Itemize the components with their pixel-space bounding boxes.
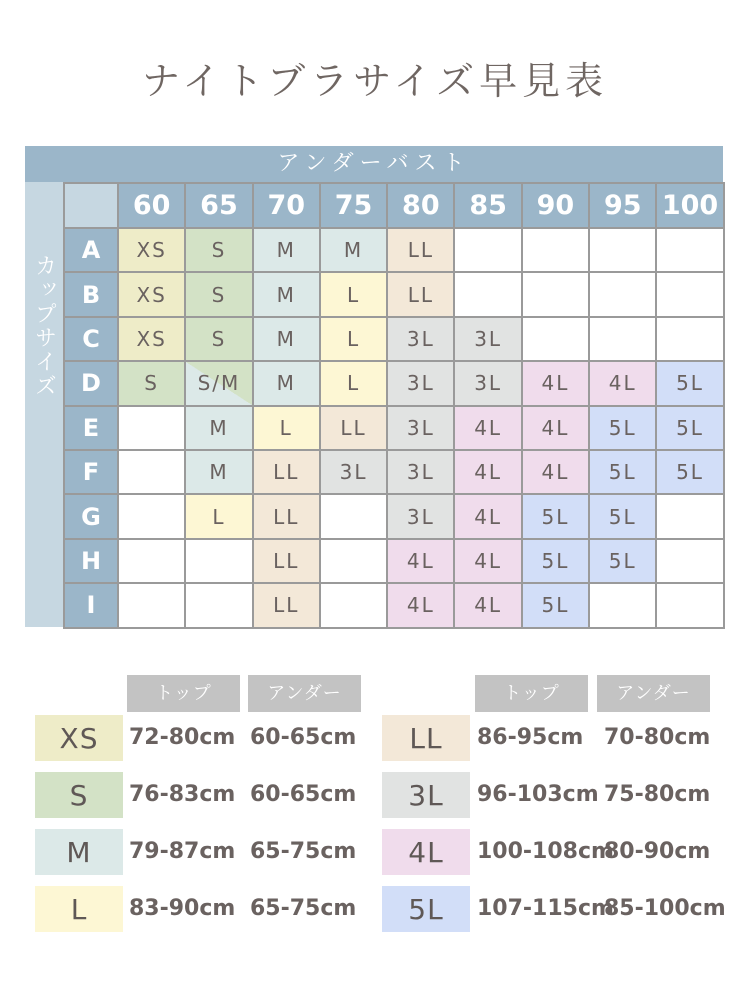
empty-cell [119,407,186,451]
empty-cell [590,229,657,273]
size-cell: LL [388,229,455,273]
empty-cell [321,540,388,584]
size-cell: 4L [388,584,455,628]
underbust-header: アンダーバスト [25,146,723,182]
size-cell: L [321,318,388,362]
legend-swatch-4L: 4L [382,829,470,875]
size-cell: S [119,362,186,406]
empty-cell [590,318,657,362]
size-cell: 4L [523,362,590,406]
empty-cell [321,584,388,628]
size-cell: M [254,229,321,273]
band-header-75: 75 [321,184,388,229]
legend-top-range: 100-108cm [477,839,614,864]
legend-swatch-XS: XS [35,715,123,761]
legend-top-range: 72-80cm [129,725,236,750]
legend-swatch-L: L [35,886,123,932]
band-header-70: 70 [254,184,321,229]
empty-cell [455,229,522,273]
legend-under-header: アンダー [597,675,710,712]
empty-cell [657,495,724,539]
size-cell: XS [119,229,186,273]
band-header-80: 80 [388,184,455,229]
size-cell: 5L [523,495,590,539]
size-cell: XS [119,318,186,362]
legend-under-header: アンダー [248,675,361,712]
size-cell: S [186,229,253,273]
empty-cell [455,273,522,317]
empty-cell [657,540,724,584]
size-cell: XS [119,273,186,317]
cup-header-F: F [65,451,119,495]
size-cell: 4L [590,362,657,406]
empty-cell [657,318,724,362]
size-cell: LL [254,540,321,584]
size-cell: 4L [455,407,522,451]
size-cell: M [254,318,321,362]
empty-cell [119,495,186,539]
size-grid [63,182,725,629]
size-cell: 3L [321,451,388,495]
size-cell: 5L [590,407,657,451]
empty-cell [590,273,657,317]
size-cell: M [186,451,253,495]
cup-header-G: G [65,495,119,539]
size-cell: 4L [455,540,522,584]
legend-under-range: 70-80cm [604,725,711,750]
size-cell: S [186,318,253,362]
empty-cell [119,584,186,628]
size-cell: LL [388,273,455,317]
size-cell: M [254,362,321,406]
legend-swatch-LL: LL [382,715,470,761]
size-cell: L [254,407,321,451]
size-cell: 3L [388,495,455,539]
cup-header-E: E [65,407,119,451]
size-cell: 5L [590,540,657,584]
band-header-90: 90 [523,184,590,229]
legend-under-range: 85-100cm [604,896,726,921]
size-cell: 4L [523,451,590,495]
size-cell: 5L [523,540,590,584]
legend-swatch-3L: 3L [382,772,470,818]
legend-under-range: 75-80cm [604,782,711,807]
empty-cell [590,584,657,628]
cup-header-A: A [65,229,119,273]
legend-under-range: 60-65cm [250,782,357,807]
size-cell: L [321,362,388,406]
legend-under-range: 65-75cm [250,839,357,864]
legend-under-range: 60-65cm [250,725,357,750]
band-header-60: 60 [119,184,186,229]
legend-top-range: 76-83cm [129,782,236,807]
cup-header-H: H [65,540,119,584]
empty-cell [186,584,253,628]
size-cell: 4L [455,495,522,539]
size-cell: 3L [455,318,522,362]
empty-cell [119,451,186,495]
size-cell: 3L [388,362,455,406]
size-cell: L [186,495,253,539]
size-cell: 5L [657,362,724,406]
legend-under-range: 80-90cm [604,839,711,864]
size-cell: 4L [523,407,590,451]
size-cell: 4L [455,584,522,628]
size-cell: 5L [657,451,724,495]
band-header-65: 65 [186,184,253,229]
size-cell: 5L [590,451,657,495]
size-cell: 3L [388,318,455,362]
legend-top-range: 79-87cm [129,839,236,864]
cup-header-D: D [65,362,119,406]
size-cell: 4L [455,451,522,495]
empty-cell [119,540,186,584]
band-header-100: 100 [657,184,724,229]
size-cell: 5L [523,584,590,628]
legend-top-range: 83-90cm [129,896,236,921]
cup-header-C: C [65,318,119,362]
legend-swatch-S: S [35,772,123,818]
empty-cell [523,229,590,273]
empty-cell [523,273,590,317]
cup-header-I: I [65,584,119,628]
legend-under-range: 65-75cm [250,896,357,921]
size-cell: M [321,229,388,273]
empty-cell [657,273,724,317]
size-cell: 3L [455,362,522,406]
legend-top-header: トップ [475,675,588,712]
size-cell: LL [254,451,321,495]
legend-swatch-M: M [35,829,123,875]
size-cell: 3L [388,407,455,451]
size-cell: 3L [388,451,455,495]
grid-corner [65,184,119,229]
size-cell: LL [321,407,388,451]
empty-cell [321,495,388,539]
size-cell: 5L [590,495,657,539]
size-cell: S [186,273,253,317]
size-cell: 4L [388,540,455,584]
legend-swatch-5L: 5L [382,886,470,932]
band-header-95: 95 [590,184,657,229]
legend-top-range: 86-95cm [477,725,584,750]
cup-header-B: B [65,273,119,317]
size-cell: M [186,407,253,451]
empty-cell [523,318,590,362]
size-cell: 5L [657,407,724,451]
size-cell: L [321,273,388,317]
size-cell: S/M [186,362,253,406]
size-cell: LL [254,495,321,539]
page-title: ナイトブラサイズ早見表 [141,59,609,103]
legend-top-range: 96-103cm [477,782,599,807]
empty-cell [657,584,724,628]
size-chart [25,146,723,627]
empty-cell [186,540,253,584]
size-cell: M [254,273,321,317]
empty-cell [657,229,724,273]
cup-size-label: カップサイズ [25,182,63,627]
legend-top-header: トップ [127,675,240,712]
size-cell: LL [254,584,321,628]
band-header-85: 85 [455,184,522,229]
legend-top-range: 107-115cm [477,896,614,921]
